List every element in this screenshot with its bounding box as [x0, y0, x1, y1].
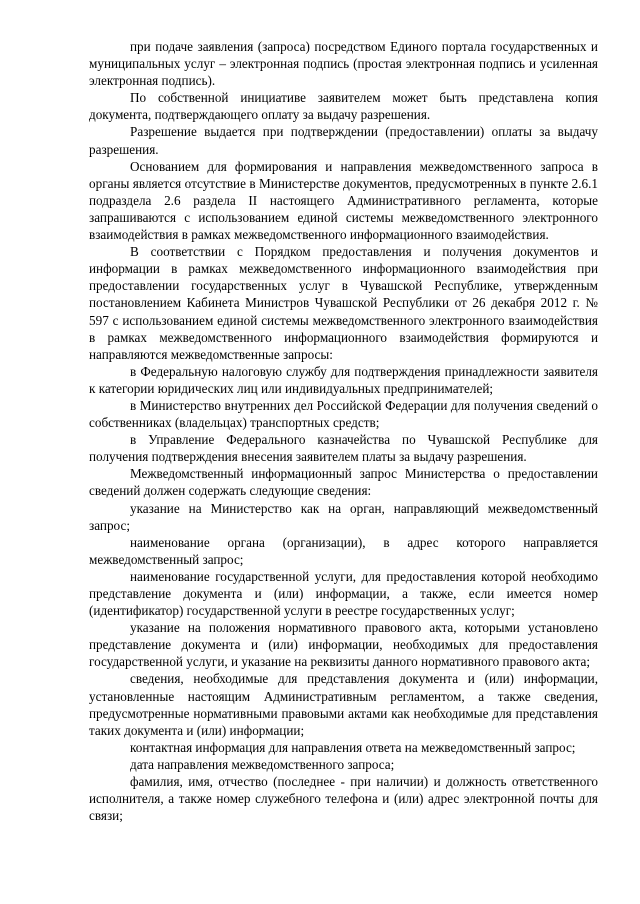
- list-item-legal-act: указание на положения нормативного правового акта, которыми установлено представление документа и (или) информации, необходимых для предоставления государственной услуги, и указание на реквизиты данного нормативного правового акта;: [89, 620, 598, 670]
- paragraph-permit-issuance: Разрешение выдается при подтверждении (предоставлении) оплаты за выдачу разрешения.: [89, 124, 598, 157]
- paragraph-treasury: в Управление Федерального казначейства по Чувашской Республике для получения подтверждения внесения заявителем платы за выдачу разрешения.: [89, 432, 598, 465]
- paragraph-request-contents: Межведомственный информационный запрос Министерства о предоставлении сведений должен содержать следующие сведения:: [89, 466, 598, 499]
- paragraph-signature-types: при подаче заявления (запроса) посредством Единого портала государственных и муниципальных услуг – электронная подпись (простая электронная подпись и усиленная электронная подпись).: [89, 39, 598, 89]
- list-item-contact-info: контактная информация для направления ответа на межведомственный запрос;: [130, 739, 576, 755]
- list-item-request-date: дата направления межведомственного запроса;: [130, 756, 395, 772]
- paragraph-procedure: В соответствии с Порядком предоставления и получения документов и информации в рамках межведомственного информационного взаимодействия при предоставлении государственных услуг в Чувашской Республике, утвержденным постановлением Кабинета Министров Чувашской Республики от 26 декабря 2012 г. № 597 с использованием единой системы межведомственного электронного взаимодействия в рамках межведомственного информационного взаимодействия формируются и направляются межведомственные запросы:: [89, 244, 598, 362]
- paragraph-interior-ministry: в Министерство внутренних дел Российской Федерации для получения сведений о собственниках (владельцах) транспортных средств;: [89, 397, 598, 431]
- document-text: [89, 38, 598, 824]
- list-item-service-name: наименование государственной услуги, для предоставления которой необходимо представление документа и (или) информации, а также, если имеется номер (идентификатор) государственной услуги в реестре государственных услуг;: [89, 568, 598, 619]
- paragraph-payment-copy: По собственной инициативе заявителем может быть представлена копия документа, подтверждающего оплату за выдачу разрешения.: [89, 90, 598, 123]
- list-item-ministry: указание на Министерство как на орган, направляющий межведомственный запрос;: [89, 500, 598, 533]
- list-item-executor: фамилия, имя, отчество (последнее - при наличии) и должность ответственного исполнителя, а также номер служебного телефона и (или) адрес электронной почты для связи;: [89, 774, 598, 824]
- paragraph-request-grounds: Основанием для формирования и направления межведомственного запроса в органы является отсутствие в Министерстве документов, предусмотренных в пункте 2.6.1 подраздела 2.6 раздела II настоящего Административного регламента, которые запрашиваются с использованием единой системы межведомственного электронного взаимодействия в рамках межведомственного информационного взаимодействия.: [89, 158, 598, 243]
- list-item-required-info: сведения, необходимые для представления документа и (или) информации, установленные настоящим Административным регламентом, а также сведения, предусмотренные нормативными правовыми актами как необходимые для представления таких документа и (или) информации;: [89, 671, 598, 738]
- paragraph-tax-service: в Федеральную налоговую службу для подтверждения принадлежности заявителя к категории юридических лиц или индивидуальных предпринимателей;: [89, 363, 598, 396]
- list-item-recipient: наименование органа (организации), в адрес которого направляется межведомственный запрос;: [89, 534, 598, 567]
